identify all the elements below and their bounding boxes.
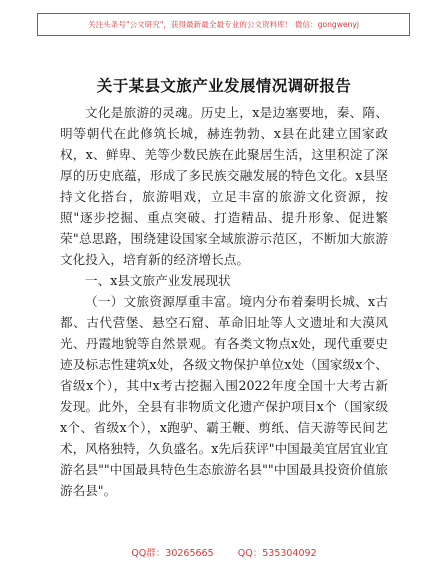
footer-contact: QQ群：30265665 QQ：535304092 bbox=[131, 548, 317, 559]
promo-header-text: 关注头条号"公文研究"，获得最新最全最专业的公文资料库！ 微信：gongwenyj bbox=[87, 20, 359, 29]
document-body bbox=[60, 102, 388, 501]
document-title: 关于某县文旅产业发展情况调研报告 bbox=[96, 76, 352, 95]
section-heading: 一、x县文旅产业发展现状 bbox=[85, 273, 231, 288]
promo-header-box bbox=[37, 13, 410, 36]
intro-paragraph: 文化是旅游的灵魂。历史上，x是边塞要地，秦、隋、明等朝代在此修筑长城，赫连勃勃、x县在此建立国家政权，x、鲜卑、羌等少数民族在此聚居生活，这里积淀了深厚的历史底蕴，形成了多民族交融发展的特色文化。x县坚持文化搭台，旅游唱戏，立足丰富的旅游文化资源，按照"逐步挖掘、重点突破、打造精品、提升形象、促进繁荣"总思路，围绕建设国家全域旅游示范区，不断加大旅游文化投入，培育新的经济增长点。 bbox=[60, 105, 388, 267]
resources-paragraph: （一）文旅资源厚重丰富。境内分布着秦明长城、x古都、古代营堡、悬空石窟、革命旧址等人文遗址和大漠风光、丹霞地貌等自然景观。有各类文物点x处，现代重要史迹及标志性建筑x处，各级文物保护单位x处（国家级x个、省级x个），其中x考古挖掘入围2022年度全国十大考古新发现。此外，全县有非物质文化遗产保护项目x个（国家级x个、省级x个），x跑驴、霸王鞭、剪纸、信天游等民间艺术，风格独特，久负盛名。x先后获评"中国最美宜居宜业宜游名县""中国最具特色生态旅游名县""中国最具投资价值旅游名县"。 bbox=[60, 294, 388, 498]
